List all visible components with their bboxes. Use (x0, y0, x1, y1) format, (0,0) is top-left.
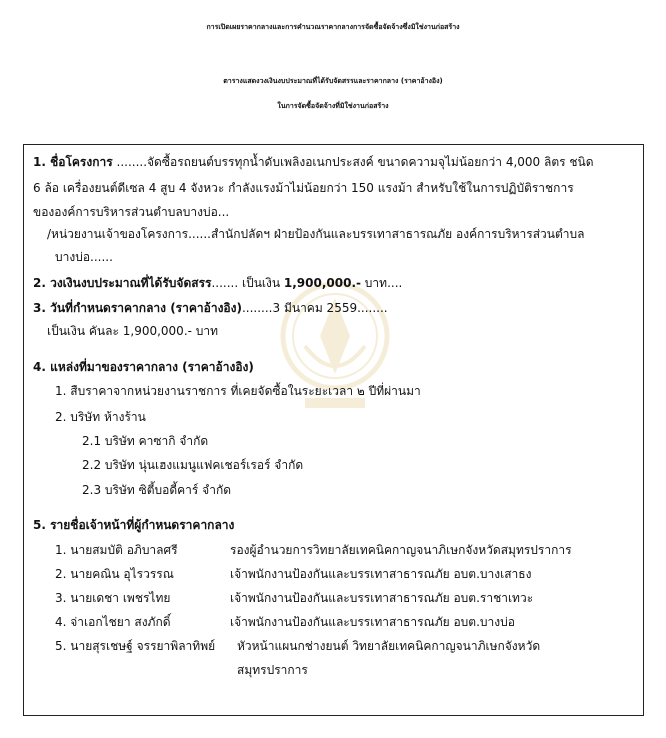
budget-prefix: ....... เป็นเงิน (211, 276, 284, 290)
agency-text-2: บางบ่อ...... (55, 250, 113, 264)
agency-text: /หน่วยงานเจ้าของโครงการ......สำนักปลัดฯ ฝ่ายป้องกันและบรรเทาสาธารณภัย องค์การบริหารส่วนตำบล (47, 227, 585, 241)
reference-price: เป็นเงิน คันละ 1,900,000.- บาท (47, 324, 219, 338)
source-item-1: 1. สืบราคาจากหน่วยงานราชการ ที่เคยจัดซื้อในระยะเวลา ๒ ปีที่ผ่านมา (55, 384, 421, 398)
person-name: 5. นายสุรเชษฐ์ จรรยาพิลาทิพย์ (55, 639, 216, 653)
person-name: 1. นายสมบัติ อภิบาลศรี (55, 543, 178, 557)
person-position-cont: สมุทรปราการ (237, 663, 308, 677)
person-name: 2. นายคณิน อุไรวรรณ (55, 567, 174, 581)
person-position: หัวหน้าแผนกช่างยนต์ วิทยาลัยเทคนิคกาญจนาภิเษกจังหวัด (237, 639, 541, 653)
person-name: 3. นายเดชา เพชรไทย (55, 591, 171, 605)
company-item: 2.1 บริษัท คาซากิ จำกัด (82, 434, 209, 448)
table-title: ตารางแสดงวงเงินงบประมาณที่ได้รับจัดสรรและราคากลาง (ราคาอ้างอิง) (223, 77, 443, 85)
reference-date: ........3 มีนาคม 2559........ (241, 301, 388, 315)
company-item: 2.3 บริษัท ซิตี้บอดี้คาร์ จำกัด (82, 483, 232, 497)
seal-watermark-icon (275, 276, 395, 426)
company-item: 2.2 บริษัท นุ่นเฮงแมนูแฟคเชอร์เรอร์ จำกัด (82, 458, 304, 472)
source-item-2: 2. บริษัท ห้างร้าน (55, 410, 146, 424)
section1-label: 1. ชื่อโครงการ (33, 155, 113, 169)
person-position: เจ้าพนักงานป้องกันและบรรเทาสาธารณภัย อบต.บางบ่อ (230, 615, 515, 629)
section3-label: 3. วันที่กำหนดราคากลาง (ราคาอ้างอิง) (33, 301, 242, 315)
project-name-text: ........จัดซื้อรถยนต์บรรทุกน้ำดับเพลิงอเนกประสงค์ ขนาดความจุไม่น้อยกว่า 4,000 ลิตร ชนิด (116, 155, 594, 169)
project-name-text-3: ขององค์การบริหารส่วนตำบลบางบ่อ... (33, 205, 230, 219)
section2-label: 2. วงเงินงบประมาณที่ได้รับจัดสรร (33, 276, 212, 290)
budget-amount: 1,900,000.- (283, 276, 361, 290)
table-subtitle: ในการจัดซื้อจัดจ้างที่มิใช่งานก่อสร้าง (277, 102, 389, 110)
person-name: 4. จ่าเอกไชยา สงภักดิ์ (55, 615, 171, 629)
person-position: เจ้าพนักงานป้องกันและบรรเทาสาธารณภัย อบต.บางเสาธง (230, 567, 532, 581)
section3-line (33, 300, 388, 316)
section2-line (33, 275, 402, 291)
section4-label: 4. แหล่งที่มาของราคากลาง (ราคาอ้างอิง) (33, 360, 254, 374)
page-title: การเปิดเผยราคากลางและการคำนวณราคากลางการจัดซื้อจัดจ้างซึ่งมิใช่งานก่อสร้าง (206, 23, 460, 31)
person-position: เจ้าพนักงานป้องกันและบรรเทาสาธารณภัย อบต.ราชาเทวะ (230, 591, 534, 605)
project-name-text-2: 6 ล้อ เครื่องยนต์ดีเซล 4 สูบ 4 จังหวะ กำลังแรงม้าไม่น้อยกว่า 150 แรงม้า สำหรับใช้ในการปฏิบัติราชการ (33, 181, 574, 195)
section1-line1 (33, 154, 594, 170)
person-position: รองผู้อำนวยการวิทยาลัยเทคนิคกาญจนาภิเษกจังหวัดสมุทรปราการ (230, 543, 572, 557)
budget-suffix: บาท.... (360, 276, 403, 290)
section5-label: 5. รายชื่อเจ้าหน้าที่ผู้กำหนดราคากลาง (33, 518, 235, 532)
